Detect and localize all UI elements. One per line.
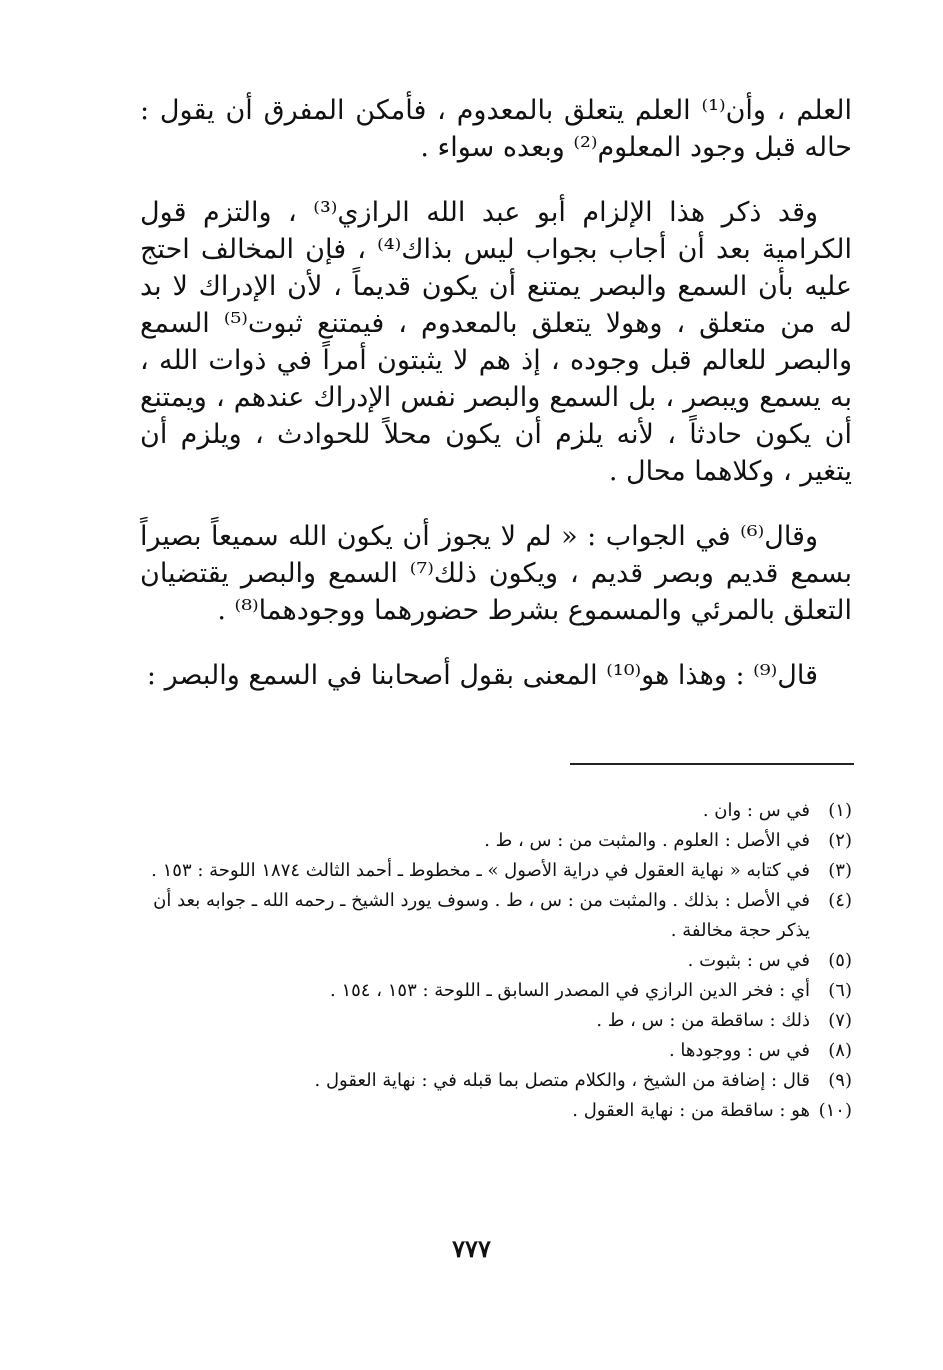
footnote-number: (٥) [828, 950, 852, 971]
footnote-item [140, 856, 852, 886]
footnote-text: في كتابه « نهاية العقول في دراية الأصول » ـ مخطوط ـ أحمد الثالث ١٨٧٤ اللوحة : ١٥٣ . [151, 860, 810, 881]
footnote-text: في الأصل : بذلك . والمثبت من : س ، ط . وسوف يورد الشيخ ـ رحمه الله ـ جوابه بعد أن يذكر حجة مخالفة . [153, 890, 810, 941]
footnotes [140, 796, 852, 1126]
paragraph: قال⁽⁹⁾ : وهذا هو⁽¹⁰⁾ المعنى بقول أصحابنا في السمع والبصر : [146, 660, 818, 691]
footnote-number: (٢) [828, 830, 852, 851]
footnote-number: (١) [828, 800, 852, 821]
footnote-number: (١٠) [818, 1100, 852, 1121]
footnote-text: في س : ووجودها . [668, 1040, 810, 1061]
paragraph: وقد ذكر هذا الإلزام أبو عبد الله الرازي⁽³⁾ ، والتزم قول الكرامية بعد أن أجاب بجواب ليس بذاك⁽⁴⁾ ، فإن المخالف احتج عليه بأن السمع والبصر يمتنع أن يكون قديماً ، لأن الإدراك لا بد له من متعلق ، وهولا يتعلق بالمعدوم ، فيمتنع ثبوت⁽⁵⁾ السمع والبصر للعالم قبل وجوده ، إذ هم لا يثبتون أمراً في ذوات الله ، به يسمع ويبصر ، بل السمع والبصر نفس الإدراك عندهم ، ويمتنع أن يكون حادثاً ، لأنه يلزم أن يكون محلاً للحوادث ، ويلزم أن يتغير ، وكلاهما محال . [140, 197, 852, 487]
footnote-number: (٧) [828, 1010, 852, 1031]
page-number: ٧٧٧ [452, 1234, 491, 1263]
footnote-text: ذلك : ساقطة من : س ، ط . [596, 1010, 810, 1031]
footnote-number: (٣) [828, 860, 852, 881]
footnote-text: في س : بثبوت . [687, 950, 810, 971]
footnote-item [140, 1096, 852, 1126]
footnote-item [140, 886, 852, 946]
footnote-text: قال : إضافة من الشيخ ، والكلام متصل بما قبله في : نهاية العقول . [314, 1070, 810, 1091]
footnote-text: أي : فخر الدين الرازي في المصدر السابق ـ اللوحة : ١٥٣ ، ١٥٤ . [330, 980, 810, 1001]
footnote-item [140, 796, 852, 826]
footnote-text: هو : ساقطة من : نهاية العقول . [572, 1100, 810, 1121]
footnote-item [140, 826, 852, 856]
footnote-item [140, 1036, 852, 1066]
footnote-separator [570, 763, 854, 765]
main-text [140, 92, 852, 694]
footnote-item [140, 976, 852, 1006]
footnote-item [140, 1066, 852, 1096]
footnote-number: (٦) [828, 980, 852, 1001]
footnote-item [140, 946, 852, 976]
paragraph-continuation: العلم ، وأن⁽¹⁾ العلم يتعلق بالمعدوم ، فأمكن المفرق أن يقول : حاله قبل وجود المعلوم⁽²⁾ وبعده سواء . [140, 95, 852, 163]
footnote-text: في الأصل : العلوم . والمثبت من : س ، ط . [484, 830, 810, 851]
footnote-item [140, 1006, 852, 1036]
footnote-number: (٨) [828, 1040, 852, 1061]
footnote-number: (٩) [828, 1070, 852, 1091]
footnote-text: في س : وان . [702, 800, 810, 821]
paragraph: وقال⁽⁶⁾ في الجواب : « لم لا يجوز أن يكون الله سميعاً بصيراً بسمع قديم وبصر قديم ، ويكون ذلك⁽⁷⁾ السمع والبصر يقتضيان التعلق بالمرئي والمسموع بشرط حضورهما ووجودهما⁽⁸⁾ . [140, 521, 852, 626]
footnote-number: (٤) [828, 890, 852, 911]
